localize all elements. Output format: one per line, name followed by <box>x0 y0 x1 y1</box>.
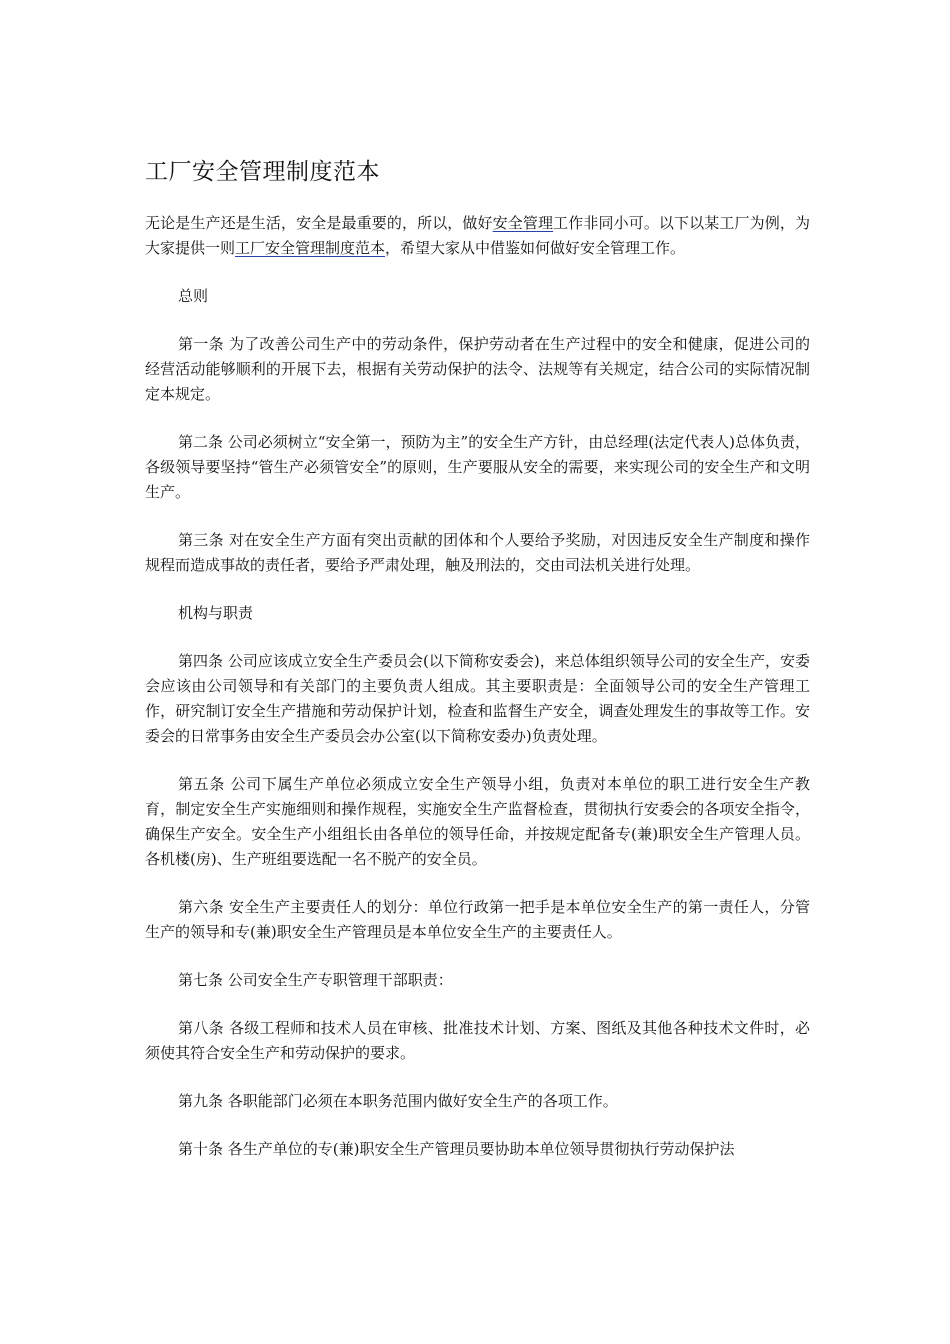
article-6: 第六条 安全生产主要责任人的划分：单位行政第一把手是本单位安全生产的第一责任人，分管生产的领导和专(兼)职安全生产管理员是本单位安全生产的主要责任人。 <box>145 898 810 941</box>
article-4: 第四条 公司应该成立安全生产委员会(以下简称安委会)，来总体组织领导公司的安全生产，安委会应该由公司领导和有关部门的主要负责人组成。其主要职责是：全面领导公司的安全生产管理工作，研究制订安全生产措施和劳动保护计划，检查和监督生产安全，调查处理发生的事故等工作。安委会的日常事务由安全生产委员会办公室(以下简称安委办)负责处理。 <box>145 652 810 745</box>
intro-text-2: 工作非同小可。以下以某工厂为例，为大家提供一则 <box>145 214 810 257</box>
article-7: 第七条 公司安全生产专职管理干部职责： <box>178 971 453 989</box>
article-5: 第五条 公司下属生产单位必须成立安全生产领导小组，负责对本单位的职工进行安全生产教育，制定安全生产实施细则和操作规程，实施安全生产监督检查，贯彻执行安委会的各项安全指令，确保生产安全。安全生产小组组长由各单位的领导任命，并按规定配备专(兼)职安全生产管理人员。各机楼(房)、生产班组要选配一名不脱产的安全员。 <box>145 775 810 868</box>
article-1: 第一条 为了改善公司生产中的劳动条件，保护劳动者在生产过程中的安全和健康，促进公司的经营活动能够顺利的开展下去，根据有关劳动保护的法令、法规等有关规定，结合公司的实际情况制定本规定。 <box>145 335 810 403</box>
article-10: 第十条 各生产单位的专(兼)职安全生产管理员要协助本单位领导贯彻执行劳动保护法 <box>178 1140 735 1158</box>
article-8: 第八条 各级工程师和技术人员在审核、批准技术计划、方案、图纸及其他各种技术文件时，必须使其符合安全生产和劳动保护的要求。 <box>145 1019 810 1062</box>
safety-management-link[interactable]: 安全管理 <box>492 214 554 232</box>
article-3: 第三条 对在安全生产方面有突出贡献的团体和个人要给予奖励，对因违反安全生产制度和操作规程而造成事故的责任者，要给予严肃处理，触及刑法的，交由司法机关进行处理。 <box>145 531 810 574</box>
intro-paragraph <box>145 211 810 261</box>
section-heading-org: 机构与职责 <box>178 604 254 622</box>
article-2: 第二条 公司必须树立“安全第一，预防为主”的安全生产方针，由总经理(法定代表人)总体负责，各级领导要坚持“管生产必须管安全”的原则，生产要服从安全的需要，来实现公司的安全生产和文明生产。 <box>145 433 810 501</box>
section-heading-general: 总则 <box>178 287 209 305</box>
document-page <box>145 155 810 1185</box>
article-9: 第九条 各职能部门必须在本职务范围内做好安全生产的各项工作。 <box>178 1092 618 1110</box>
factory-safety-rules-link[interactable]: 工厂安全管理制度范本 <box>235 239 386 257</box>
intro-text-3: ，希望大家从中借鉴如何做好安全管理工作。 <box>385 239 686 257</box>
intro-text-1: 无论是生产还是生活，安全是最重要的，所以，做好 <box>145 214 493 232</box>
document-title: 工厂安全管理制度范本 <box>145 159 380 185</box>
